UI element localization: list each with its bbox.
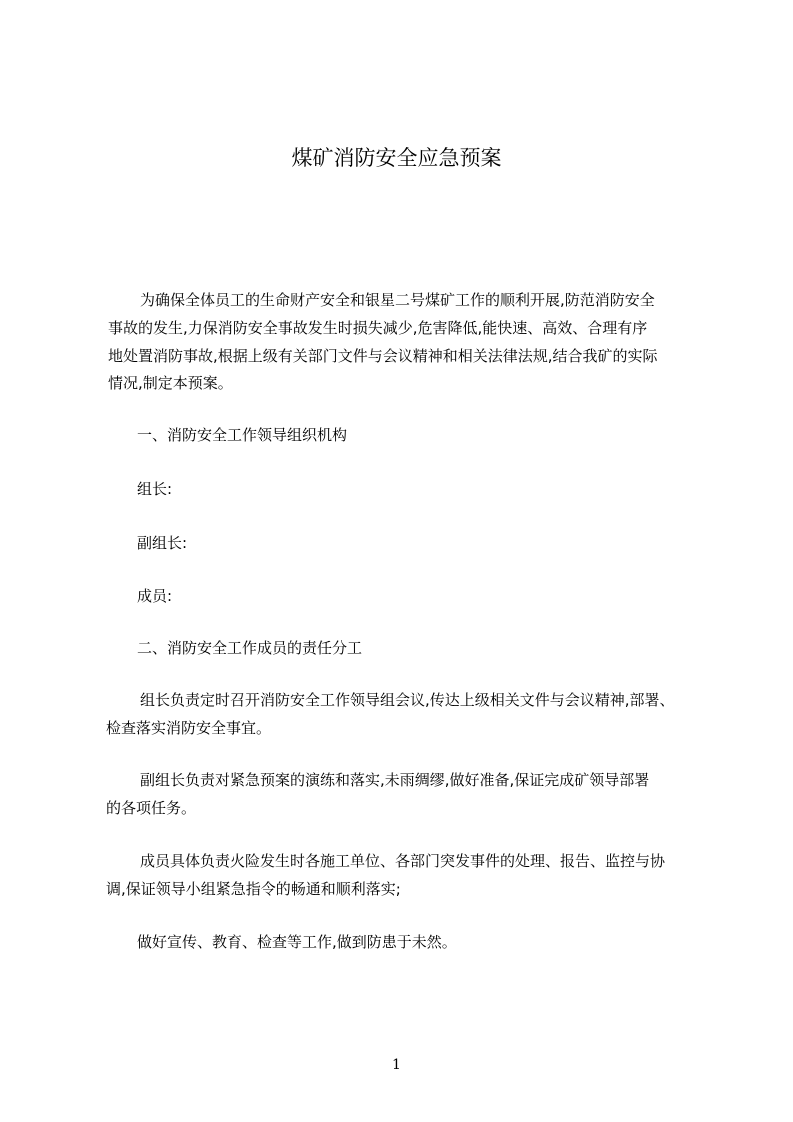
deputy-leader-label: 副组长: [137,534,188,552]
leader-duty-line-2: 检查落实消防安全事宜。 [106,719,272,737]
members-duty-line-3: 做好宣传、教育、检查等工作,做到防患于未然。 [137,933,457,951]
leader-duty-line-1: 组长负责定时召开消防安全工作领导组会议,传达上级相关文件与会议精神,部署、 [140,691,675,709]
page-number: 1 [392,1057,401,1073]
intro-line-1: 为确保全体员工的生命财产安全和银星二号煤矿工作的顺利开展,防范消防安全 [140,291,655,309]
section-2-heading: 二、消防安全工作成员的责任分工 [137,639,363,657]
deputy-duty-line-2: 的各项任务。 [106,799,197,817]
deputy-duty-line-1: 副组长负责对紧急预案的演练和落实,未雨绸缪,做好准备,保证完成矿领导部署 [140,771,650,789]
members-duty-line-2: 调,保证领导小组紧急指令的畅通和顺利落实; [106,880,401,898]
intro-line-3: 地处置消防事故,根据上级有关部门文件与会议精神和相关法律法规,结合我矿的实际 [108,347,658,365]
members-label: 成员: [137,587,173,605]
members-duty-line-1: 成员具体负责火险发生时各施工单位、各部门突发事件的处理、报告、监控与协 [140,852,666,870]
intro-line-4: 情况,制定本预案。 [108,374,233,392]
intro-line-2: 事故的发生,力保消防安全事故发生时损失减少,危害降低,能快速、高效、合理有序 [108,319,648,337]
document-title: 煤矿消防安全应急预案 [291,146,502,170]
leader-label: 组长: [137,480,173,498]
section-1-heading: 一、消防安全工作领导组织机构 [137,426,348,444]
